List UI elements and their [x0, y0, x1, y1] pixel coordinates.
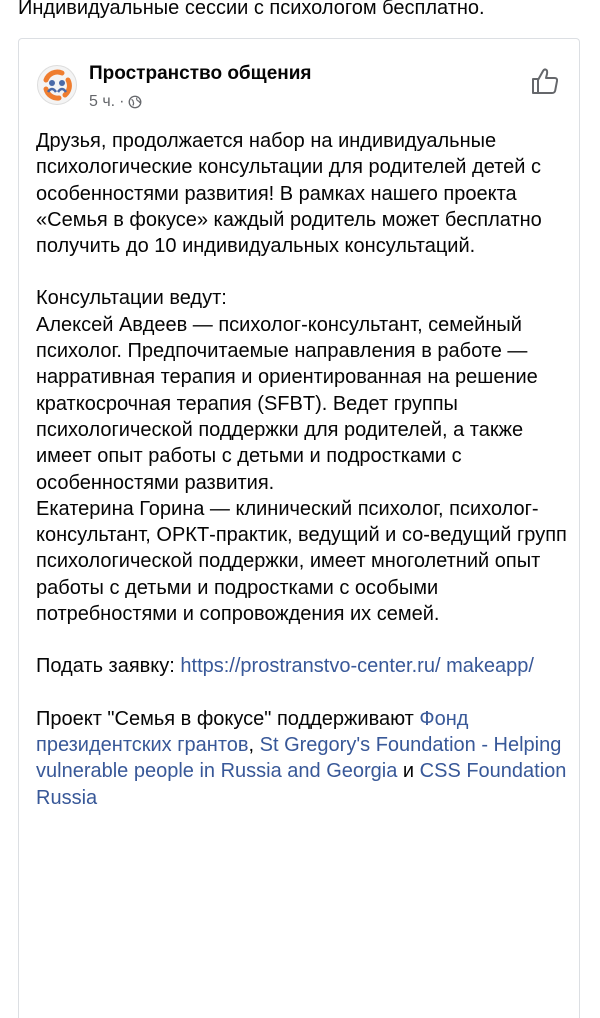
post-header [37, 61, 565, 117]
apply-label: Подать заявку: [36, 655, 181, 678]
thumbs-up-icon [529, 65, 561, 97]
community-logo-icon [37, 65, 77, 105]
and-word: и [397, 760, 420, 783]
post-time[interactable]: 5 ч. [89, 93, 116, 110]
comma-separator: , [248, 733, 260, 756]
previous-post-text: Индивидуальные сессии с психологом бесплатно. [18, 0, 485, 19]
post-paragraph: Друзья, продолжается набор на индивидуальные психологические консультации для родителей детей с особенностями развития! В рамках нашего проекта «Семья в фокусе» каждый родитель может бесплатно получить до 10 индивидуальных консультаций. [36, 130, 542, 258]
avatar[interactable] [37, 65, 77, 105]
supporters-line [36, 706, 576, 811]
sponsor-link-st-gregorys[interactable]: St Gregory's Foundation - Helping vulnerable people in Russia and Georgia [36, 733, 562, 783]
consultants-heading: Консультации ведут: [36, 287, 227, 310]
apply-line [36, 653, 576, 679]
sponsor-link-css-foundation[interactable]: CSS Foundation Russia [36, 760, 567, 809]
consultant-description: Екатерина Горина — клинический психолог, психолог-консультант, ОРКТ-практик, ведущий и со-ведущий групп психологической поддержки, имеет многолетний опыт работы с детьми и подростками с особыми потребностями и сопровождения их семей. [36, 497, 567, 626]
like-button[interactable] [529, 65, 561, 97]
page-name-link[interactable]: Пространство общения [89, 63, 312, 84]
meta-separator: · [119, 93, 125, 110]
consultant-description: Алексей Авдеев — психолог-консультант, семейный психолог. Предпочитаемые направления в работе — нарративная терапия и ориентированная на решение краткосрочная терапия (SFBT). Ведет группы психологической поддержки для родителей, а также имеет опыт работы с детьми и подростками с особенностями развития. [36, 313, 538, 494]
apply-link[interactable]: https://prostranstvo-center.ru/ makeapp/ [180, 655, 534, 678]
post-text [36, 128, 576, 811]
post-meta [89, 93, 142, 111]
supporters-prefix: Проект "Семья в фокусе" поддерживают [36, 707, 420, 730]
sponsor-link-presidential-grants[interactable]: Фонд президентских грантов [36, 707, 469, 756]
globe-icon [128, 95, 142, 109]
post-card [18, 38, 580, 1018]
